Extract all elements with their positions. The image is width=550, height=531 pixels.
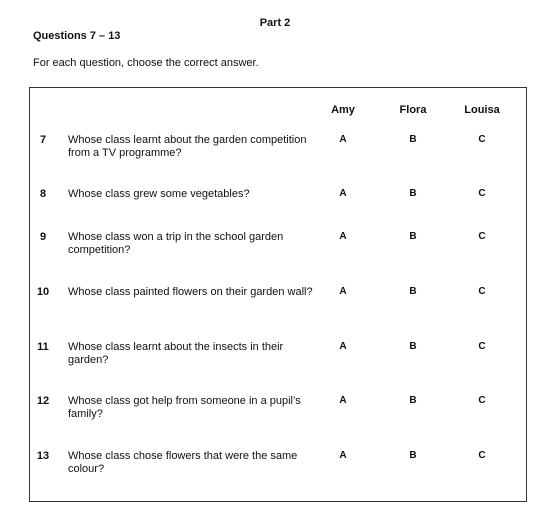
option-c[interactable]: C [478,134,486,145]
option-c[interactable]: C [478,286,486,297]
option-a[interactable]: A [339,134,347,145]
option-b[interactable]: B [409,134,417,145]
option-b[interactable]: B [409,188,417,199]
question-text: Whose class chose flowers that were the same colour? [68,450,298,475]
option-b[interactable]: B [409,395,417,406]
column-header-flora: Flora [399,104,427,116]
option-c[interactable]: C [478,450,486,461]
option-b[interactable]: B [409,450,417,461]
question-number: 7 [39,134,47,146]
option-a[interactable]: A [339,188,347,199]
question-number: 8 [39,188,47,200]
question-number: 9 [39,231,47,243]
option-b[interactable]: B [409,286,417,297]
question-number: 12 [36,395,50,407]
option-a[interactable]: A [339,341,347,352]
instruction-text: For each question, choose the correct answer. [33,57,259,69]
option-b[interactable]: B [409,231,417,242]
option-a[interactable]: A [339,231,347,242]
option-a[interactable]: A [339,450,347,461]
question-number: 13 [36,450,50,462]
question-text: Whose class learnt about the insects in their garden? [68,341,284,366]
section-title: Questions 7 – 13 [33,30,121,42]
question-text: Whose class painted flowers on their garden wall? [68,286,313,298]
option-c[interactable]: C [478,341,486,352]
question-number: 10 [36,286,50,298]
question-text: Whose class learnt about the garden competition from a TV programme? [68,134,307,159]
question-text: Whose class won a trip in the school garden competition? [68,231,284,256]
question-text: Whose class grew some vegetables? [68,188,250,200]
option-c[interactable]: C [478,231,486,242]
option-a[interactable]: A [339,395,347,406]
column-header-louisa: Louisa [464,104,500,116]
option-c[interactable]: C [478,188,486,199]
part-title: Part 2 [259,17,291,29]
question-text: Whose class got help from someone in a pupil’s family? [68,395,301,420]
column-header-amy: Amy [331,104,355,116]
option-a[interactable]: A [339,286,347,297]
option-c[interactable]: C [478,395,486,406]
option-b[interactable]: B [409,341,417,352]
question-number: 11 [37,341,49,353]
